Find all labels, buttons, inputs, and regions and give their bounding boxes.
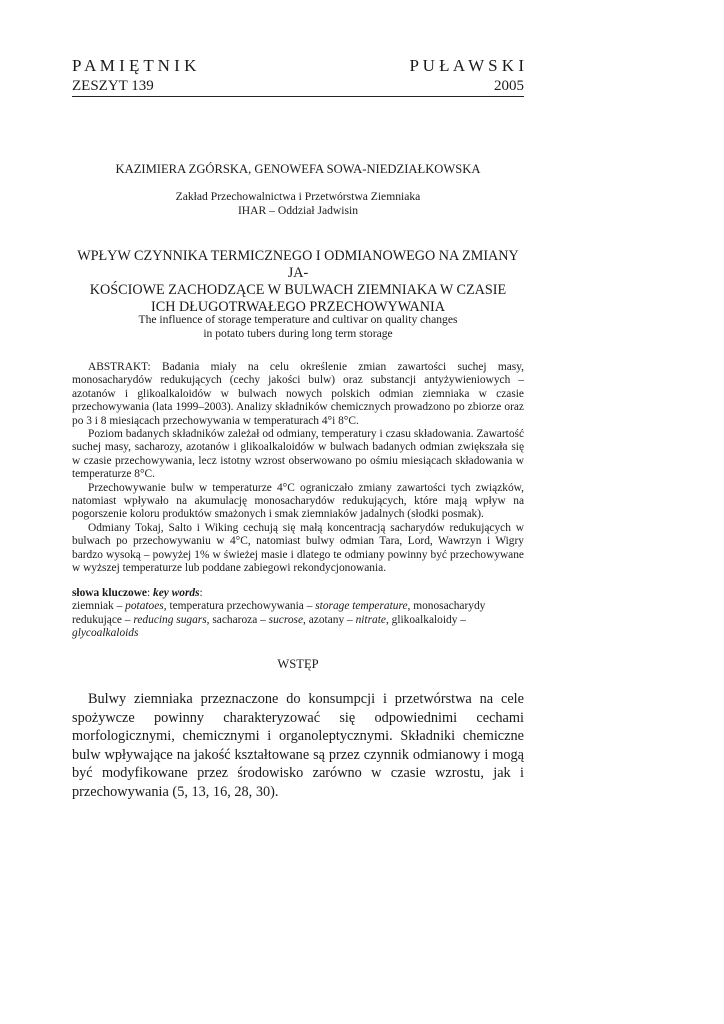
section-heading: WSTĘP [277, 657, 319, 671]
issue-number: ZESZYT 139 [72, 78, 154, 94]
keyword-en: glycoalkaloids [72, 627, 139, 640]
keyword-en: nitrate [355, 613, 386, 626]
english-title [72, 313, 524, 341]
keyword-en: storage temperature [315, 600, 408, 613]
keyword-pl: , azotany – [303, 613, 356, 626]
header-rule [72, 96, 524, 97]
keyword-en: reducing sugars [133, 613, 207, 626]
journal-title [72, 57, 524, 74]
journal-name-right: P U Ł A W S K I [409, 56, 524, 75]
body-paragraph: Bulwy ziemniaka przeznaczone do konsumpcji i przetwórstwa na cele spożywcze powinny charakteryzować się odpowiednimi cechami morfologicznymi, chemicznymi i organoleptycznymi. Składniki chemiczne bulw wpływające na jakość kształtowane są przez czynnik odmianowy i mogą być modyfikowane przez środowisko zarówno w czasie wzrostu, jak i przechowywania (5, 13, 16, 28, 30). [72, 691, 524, 800]
keywords-label: słowa kluczowe: key words: [72, 587, 203, 599]
keyword-pl: , sacharoza – [206, 613, 269, 626]
article-title [72, 248, 524, 316]
title-line: WPŁYW CZYNNIKA TERMICZNEGO I ODMIANOWEGO NA ZMIANY JA- [77, 248, 519, 281]
issue-row [72, 78, 524, 95]
keyword-pl: , glikoalkaloidy – [385, 613, 466, 626]
abstract-paragraph: Odmiany Tokaj, Salto i Wiking cechują się małą koncentracją sacharydów redukujących w bulwach po przechowywaniu w 4°C, natomiast bulwy odmian Tara, Lord, Wawrzyn i Wigry bardzo wysoką – powyżej 1% w świeżej masie i dlatego te odmiany powinny być przechowywane w wyższej temperaturze lub poddane zabiegowi rekondycjonowania. [72, 521, 524, 575]
keyword-en: potatoes [125, 600, 164, 613]
keywords-label-pl: słowa kluczowe [72, 587, 147, 599]
abstract-paragraph: ABSTRAKT: Badania miały na celu określenie zmian zawartości suchej masy, monosacharydów redukujących (cechy jakości bulw) oraz substancji antyżywieniowych – azotanów i glikoalkaloidów w bulwach nowych polskich odmian ziemniaka w czasie przechowywania (lata 1999–2003). Analizy składników chemicznych prowadzono po zbiorze oraz po 3 i 8 miesiącach przechowywania w temperaturach 4°i 8°C. [72, 361, 524, 427]
title-line: KOŚCIOWE ZACHODZĄCE W BULWACH ZIEMNIAKA W CZASIE [89, 282, 507, 298]
abstract-paragraph: Poziom badanych składników zależał od odmiany, temperatury i czasu składowania. Zawartość suchej masy, sacharozy, azotanów i glikoalkaloidów w bulwach badanych odmian zwiększała się w czasie przechowywania, lecz istotny wzrost obserwowano po ośmiu miesiącach składowania w temperaturze 8°C. [72, 428, 524, 481]
abstract-paragraph: Przechowywanie bulw w temperaturze 4°C ograniczało zmiany zawartości tych związków, natomiast wpływało na akumulację monosacharydów redukujących, które mają wpływ na pogorszenie koloru produktów smażonych i smak ziemniaków jadalnych (słodki posmak). [72, 481, 524, 521]
keyword-pl: ziemniak – [72, 600, 126, 613]
keywords-label-en: key words [153, 587, 200, 599]
journal-name-left: P A M I Ę T N I K [72, 56, 197, 75]
english-title-line: The influence of storage temperature and cultivar on quality changes [138, 313, 458, 326]
keywords-list [72, 600, 524, 640]
title-line: ICH DŁUGOTRWAŁEGO PRZECHOWYWANIA [151, 299, 445, 315]
keyword-en: sucrose [268, 613, 304, 626]
affiliation [72, 190, 524, 218]
keyword-pl: , monosacharydy redukujące – [72, 600, 486, 626]
authors: KAZIMIERA ZGÓRSKA, GENOWEFA SOWA-NIEDZIAŁKOWSKA [115, 162, 481, 176]
affiliation-line: IHAR – Oddział Jadwisin [237, 204, 359, 217]
keyword-pl: , temperatura przechowywania – [163, 600, 316, 613]
issue-year: 2005 [494, 78, 524, 94]
keywords [72, 587, 524, 641]
body-text [72, 690, 524, 802]
affiliation-line: Zakład Przechowalnictwa i Przetwórstwa Ziemniaka [175, 190, 421, 203]
abstract [72, 361, 524, 576]
english-title-line: in potato tubers during long term storage [203, 327, 393, 340]
